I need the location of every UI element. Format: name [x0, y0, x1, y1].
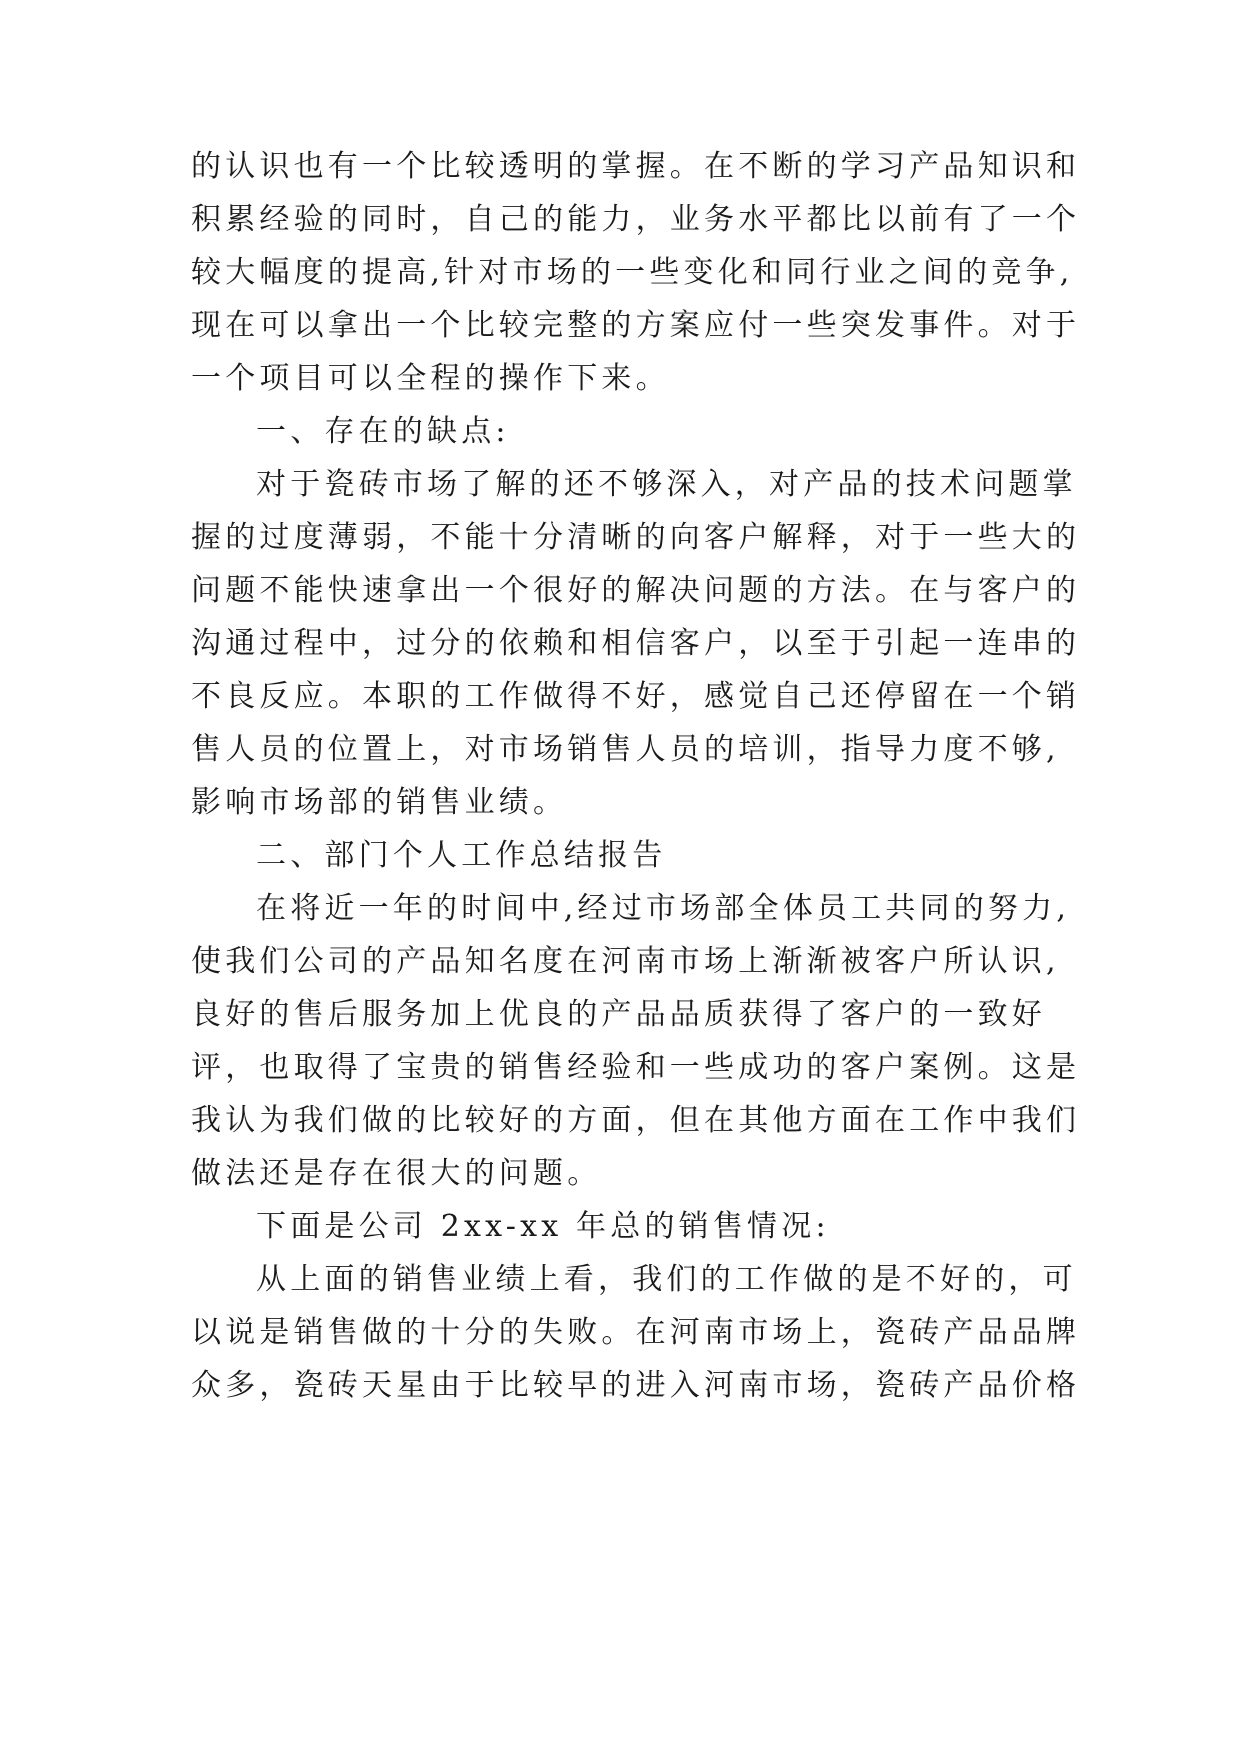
paragraph-line: 积累经验的同时，自己的能力，业务水平都比以前有了一个 [191, 202, 1081, 237]
paragraph-line: 现在可以拿出一个比较完整的方案应付一些突发事件。对于 [191, 308, 1081, 343]
section-heading: 二、部门个人工作总结报告 [256, 838, 667, 873]
paragraph-line: 良好的售后服务加上优良的产品品质获得了客户的一致好 [191, 997, 1046, 1032]
paragraph-line: 对于瓷砖市场了解的还不够深入，对产品的技术问题掌 [256, 467, 1077, 502]
paragraph-line: 众多，瓷砖天星由于比较早的进入河南市场，瓷砖产品价格 [191, 1368, 1081, 1403]
paragraph-line: 的认识也有一个比较透明的掌握。在不断的学习产品知识和 [191, 149, 1081, 184]
paragraph-line: 我认为我们做的比较好的方面，但在其他方面在工作中我们 [191, 1103, 1081, 1138]
paragraph-line: 沟通过程中，过分的依赖和相信客户，以至于引起一连串的 [191, 626, 1081, 661]
paragraph-line: 影响市场部的销售业绩。 [191, 785, 568, 820]
paragraph-line: 售人员的位置上，对市场销售人员的培训，指导力度不够, [191, 732, 1060, 767]
paragraph-line: 下面是公司 2xx-xx 年总的销售情况: [256, 1209, 830, 1244]
paragraph-line: 评，也取得了宝贵的销售经验和一些成功的客户案例。这是 [191, 1050, 1081, 1085]
paragraph-line: 不良反应。本职的工作做得不好，感觉自己还停留在一个销 [191, 679, 1081, 714]
paragraph-line: 握的过度薄弱，不能十分清晰的向客户解释，对于一些大的 [191, 520, 1081, 555]
paragraph-line: 在将近一年的时间中,经过市场部全体员工共同的努力, [256, 891, 1071, 926]
paragraph-line: 一个项目可以全程的操作下来。 [191, 361, 670, 396]
paragraph-line: 以说是销售做的十分的失败。在河南市场上，瓷砖产品品牌 [191, 1315, 1081, 1350]
paragraph-line: 从上面的销售业绩上看，我们的工作做的是不好的，可 [256, 1262, 1077, 1297]
paragraph-line: 做法还是存在很大的问题。 [191, 1156, 602, 1191]
paragraph-line: 问题不能快速拿出一个很好的解决问题的方法。在与客户的 [191, 573, 1081, 608]
paragraph-line: 使我们公司的产品知名度在河南市场上渐渐被客户所认识, [191, 944, 1060, 979]
paragraph-line: 较大幅度的提高,针对市场的一些变化和同行业之间的竞争, [191, 255, 1074, 290]
section-heading: 一、存在的缺点: [256, 414, 510, 449]
